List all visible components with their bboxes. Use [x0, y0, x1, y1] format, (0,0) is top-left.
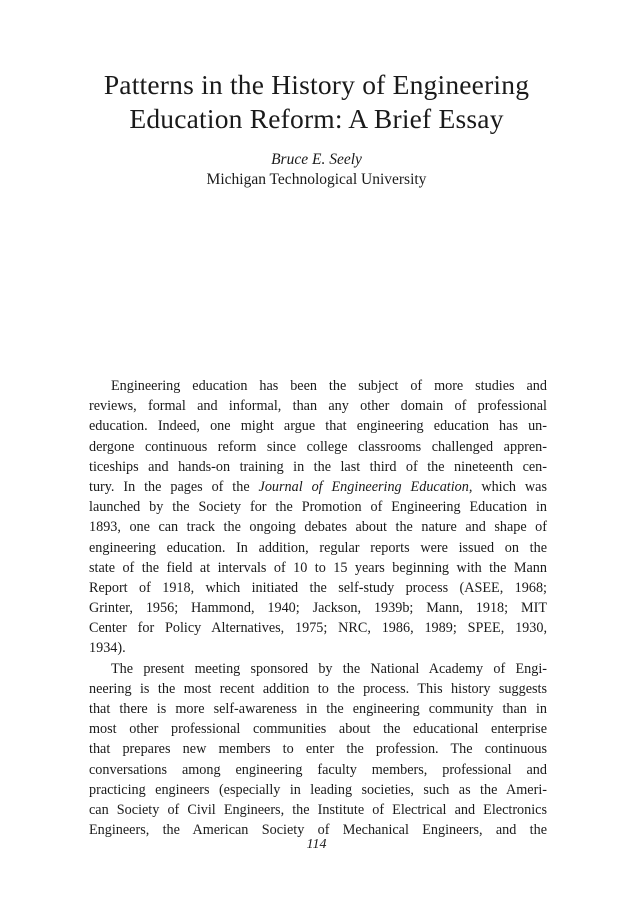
author-name: Bruce E. Seely: [271, 151, 362, 168]
author-affiliation: Michigan Technological University: [206, 171, 427, 188]
body-text: [89, 376, 547, 840]
text-line: neering is the most recent addition to the process. This history suggests: [89, 680, 547, 697]
text-line: dergone continuous reform since college classrooms challenged appren-: [89, 438, 547, 455]
paper-title: [0, 68, 633, 136]
text-line: launched by the Society for the Promotion of Engineering Education in: [89, 499, 547, 516]
text-line: practicing engineers (especially in leading societies, such as the Ameri-: [89, 781, 547, 798]
text-line: that there is more self-awareness in the engineering community than in: [89, 701, 547, 717]
text-line: reviews, formal and informal, than any other domain of professional: [89, 398, 547, 415]
text-line: Engineers, the American Society of Mechanical Engineers, and the: [89, 822, 547, 839]
text-line: 1893, one can track the ongoing debates about the nature and shape of: [89, 519, 547, 536]
text-line: The present meeting sponsored by the National Academy of Engi-: [111, 660, 547, 677]
text-line: can Society of Civil Engineers, the Institute of Electrical and Electronics: [89, 801, 547, 818]
text-line: Engineering education has been the subject of more studies and: [111, 378, 547, 394]
text-line-with-journal-title: tury. In the pages of the Journal of Engineering Education, which was: [89, 478, 547, 495]
page-number: 114: [306, 837, 327, 852]
title-line-2: Education Reform: A Brief Essay: [129, 103, 504, 134]
text-line: 1934).: [89, 640, 126, 657]
text-line: Grinter, 1956; Hammond, 1940; Jackson, 1939b; Mann, 1918; MIT: [89, 600, 547, 617]
text-line: Report of 1918, which initiated the self-study process (ASEE, 1968;: [89, 579, 547, 596]
text-line: conversations among engineering faculty members, professional and: [89, 761, 547, 778]
text-line: engineering education. In addition, regular reports were issued on the: [89, 539, 547, 556]
text-line: most other professional communities about the educational enterprise: [89, 721, 547, 738]
text-line: state of the field at intervals of 10 to 15 years beginning with the Mann: [89, 559, 547, 576]
text-line: education. Indeed, one might argue that engineering education has un-: [89, 418, 547, 435]
text-line: Center for Policy Alternatives, 1975; NRC, 1986, 1989; SPEE, 1930,: [89, 620, 547, 637]
journal-title: Journal of Engineering Education,: [258, 478, 473, 495]
title-line-1: Patterns in the History of Engineering: [103, 69, 530, 100]
text-line: ticeships and hands-on training in the last third of the nineteenth cen-: [89, 458, 547, 475]
text-line: that prepares new members to enter the profession. The continuous: [89, 741, 547, 758]
